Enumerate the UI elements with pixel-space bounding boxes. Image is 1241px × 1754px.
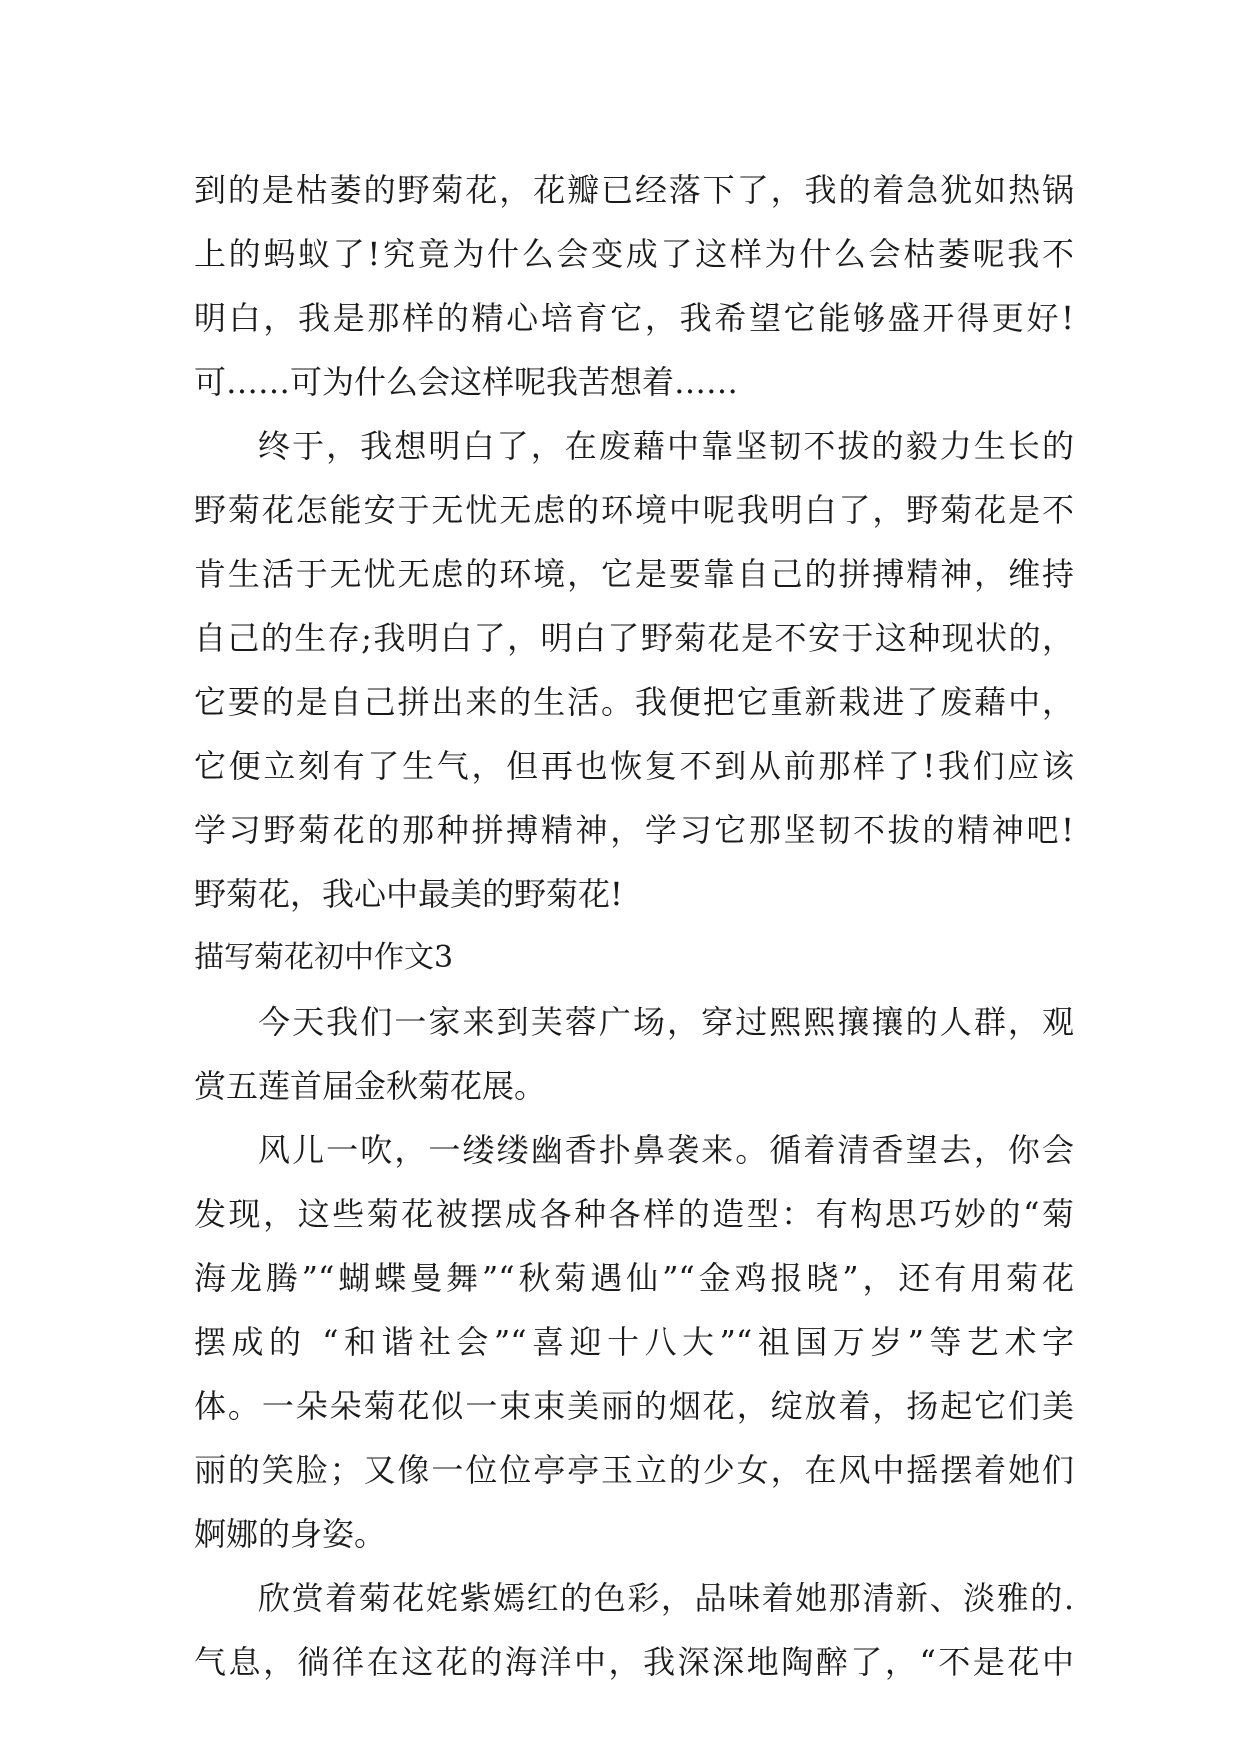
paragraph-line: 气息，徜徉在这花的海洋中，我深深地陶醉了，“不是花中 <box>194 1643 1074 1681</box>
paragraph-line: 丽的笑脸；又像一位位亭亭玉立的少女，在风中摇摆着她们 <box>194 1451 1074 1489</box>
paragraph-line: 海龙腾”“蝴蝶曼舞”“秋菊遇仙”“金鸡报晓”，还有用菊花 <box>194 1259 1074 1297</box>
section-heading: 描写菊花初中作文3 <box>194 940 454 975</box>
paragraph-line: 摆成的 “和谐社会”“喜迎十八大”“祖国万岁”等艺术字 <box>194 1323 1074 1361</box>
paragraph-line: 今天我们一家来到芙蓉广场，穿过熙熙攘攘的人群，观 <box>258 1003 1074 1041</box>
paragraph-line: 到的是枯萎的野菊花，花瓣已经落下了，我的着急犹如热锅 <box>194 171 1074 209</box>
paragraph-line: 婀娜的身姿。 <box>194 1515 387 1553</box>
paragraph-line: 野菊花，我心中最美的野菊花! <box>194 875 623 913</box>
paragraph-line: 它要的是自己拼出来的生活。我便把它重新栽进了废藉中， <box>194 683 1074 721</box>
paragraph-line: 肯生活于无忧无虑的环境，它是要靠自己的拼搏精神，维持 <box>194 555 1074 593</box>
paragraph-line: 明白，我是那样的精心培育它，我希望它能够盛开得更好! <box>194 299 1074 337</box>
paragraph-line: 体。一朵朵菊花似一束束美丽的烟花，绽放着，扬起它们美 <box>194 1387 1074 1425</box>
paragraph-line: 可……可为什么会这样呢我苦想着…… <box>194 363 739 401</box>
paragraph-line: 赏五莲首届金秋菊花展。 <box>194 1067 547 1105</box>
document-body <box>194 158 1074 1694</box>
paragraph-line: 学习野菊花的那种拼搏精神，学习它那坚韧不拔的精神吧! <box>194 811 1074 849</box>
paragraph-line: 发现，这些菊花被摆成各种各样的造型：有构思巧妙的“菊 <box>194 1195 1074 1233</box>
paragraph-line: 自己的生存;我明白了，明白了野菊花是不安于这种现状的， <box>194 619 1074 657</box>
paragraph-line: 风儿一吹，一缕缕幽香扑鼻袭来。循着清香望去，你会 <box>258 1131 1074 1169</box>
paragraph-line: 欣赏着菊花姹紫嫣红的色彩，品味着她那清新、淡雅的. <box>258 1579 1074 1617</box>
paragraph-line: 上的蚂蚁了!究竟为什么会变成了这样为什么会枯萎呢我不 <box>194 235 1074 273</box>
paragraph-line: 它便立刻有了生气，但再也恢复不到从前那样了!我们应该 <box>194 747 1074 785</box>
paragraph-line: 终于，我想明白了，在废藉中靠坚韧不拔的毅力生长的 <box>258 427 1074 465</box>
paragraph-line: 野菊花怎能安于无忧无虑的环境中呢我明白了，野菊花是不 <box>194 491 1074 529</box>
